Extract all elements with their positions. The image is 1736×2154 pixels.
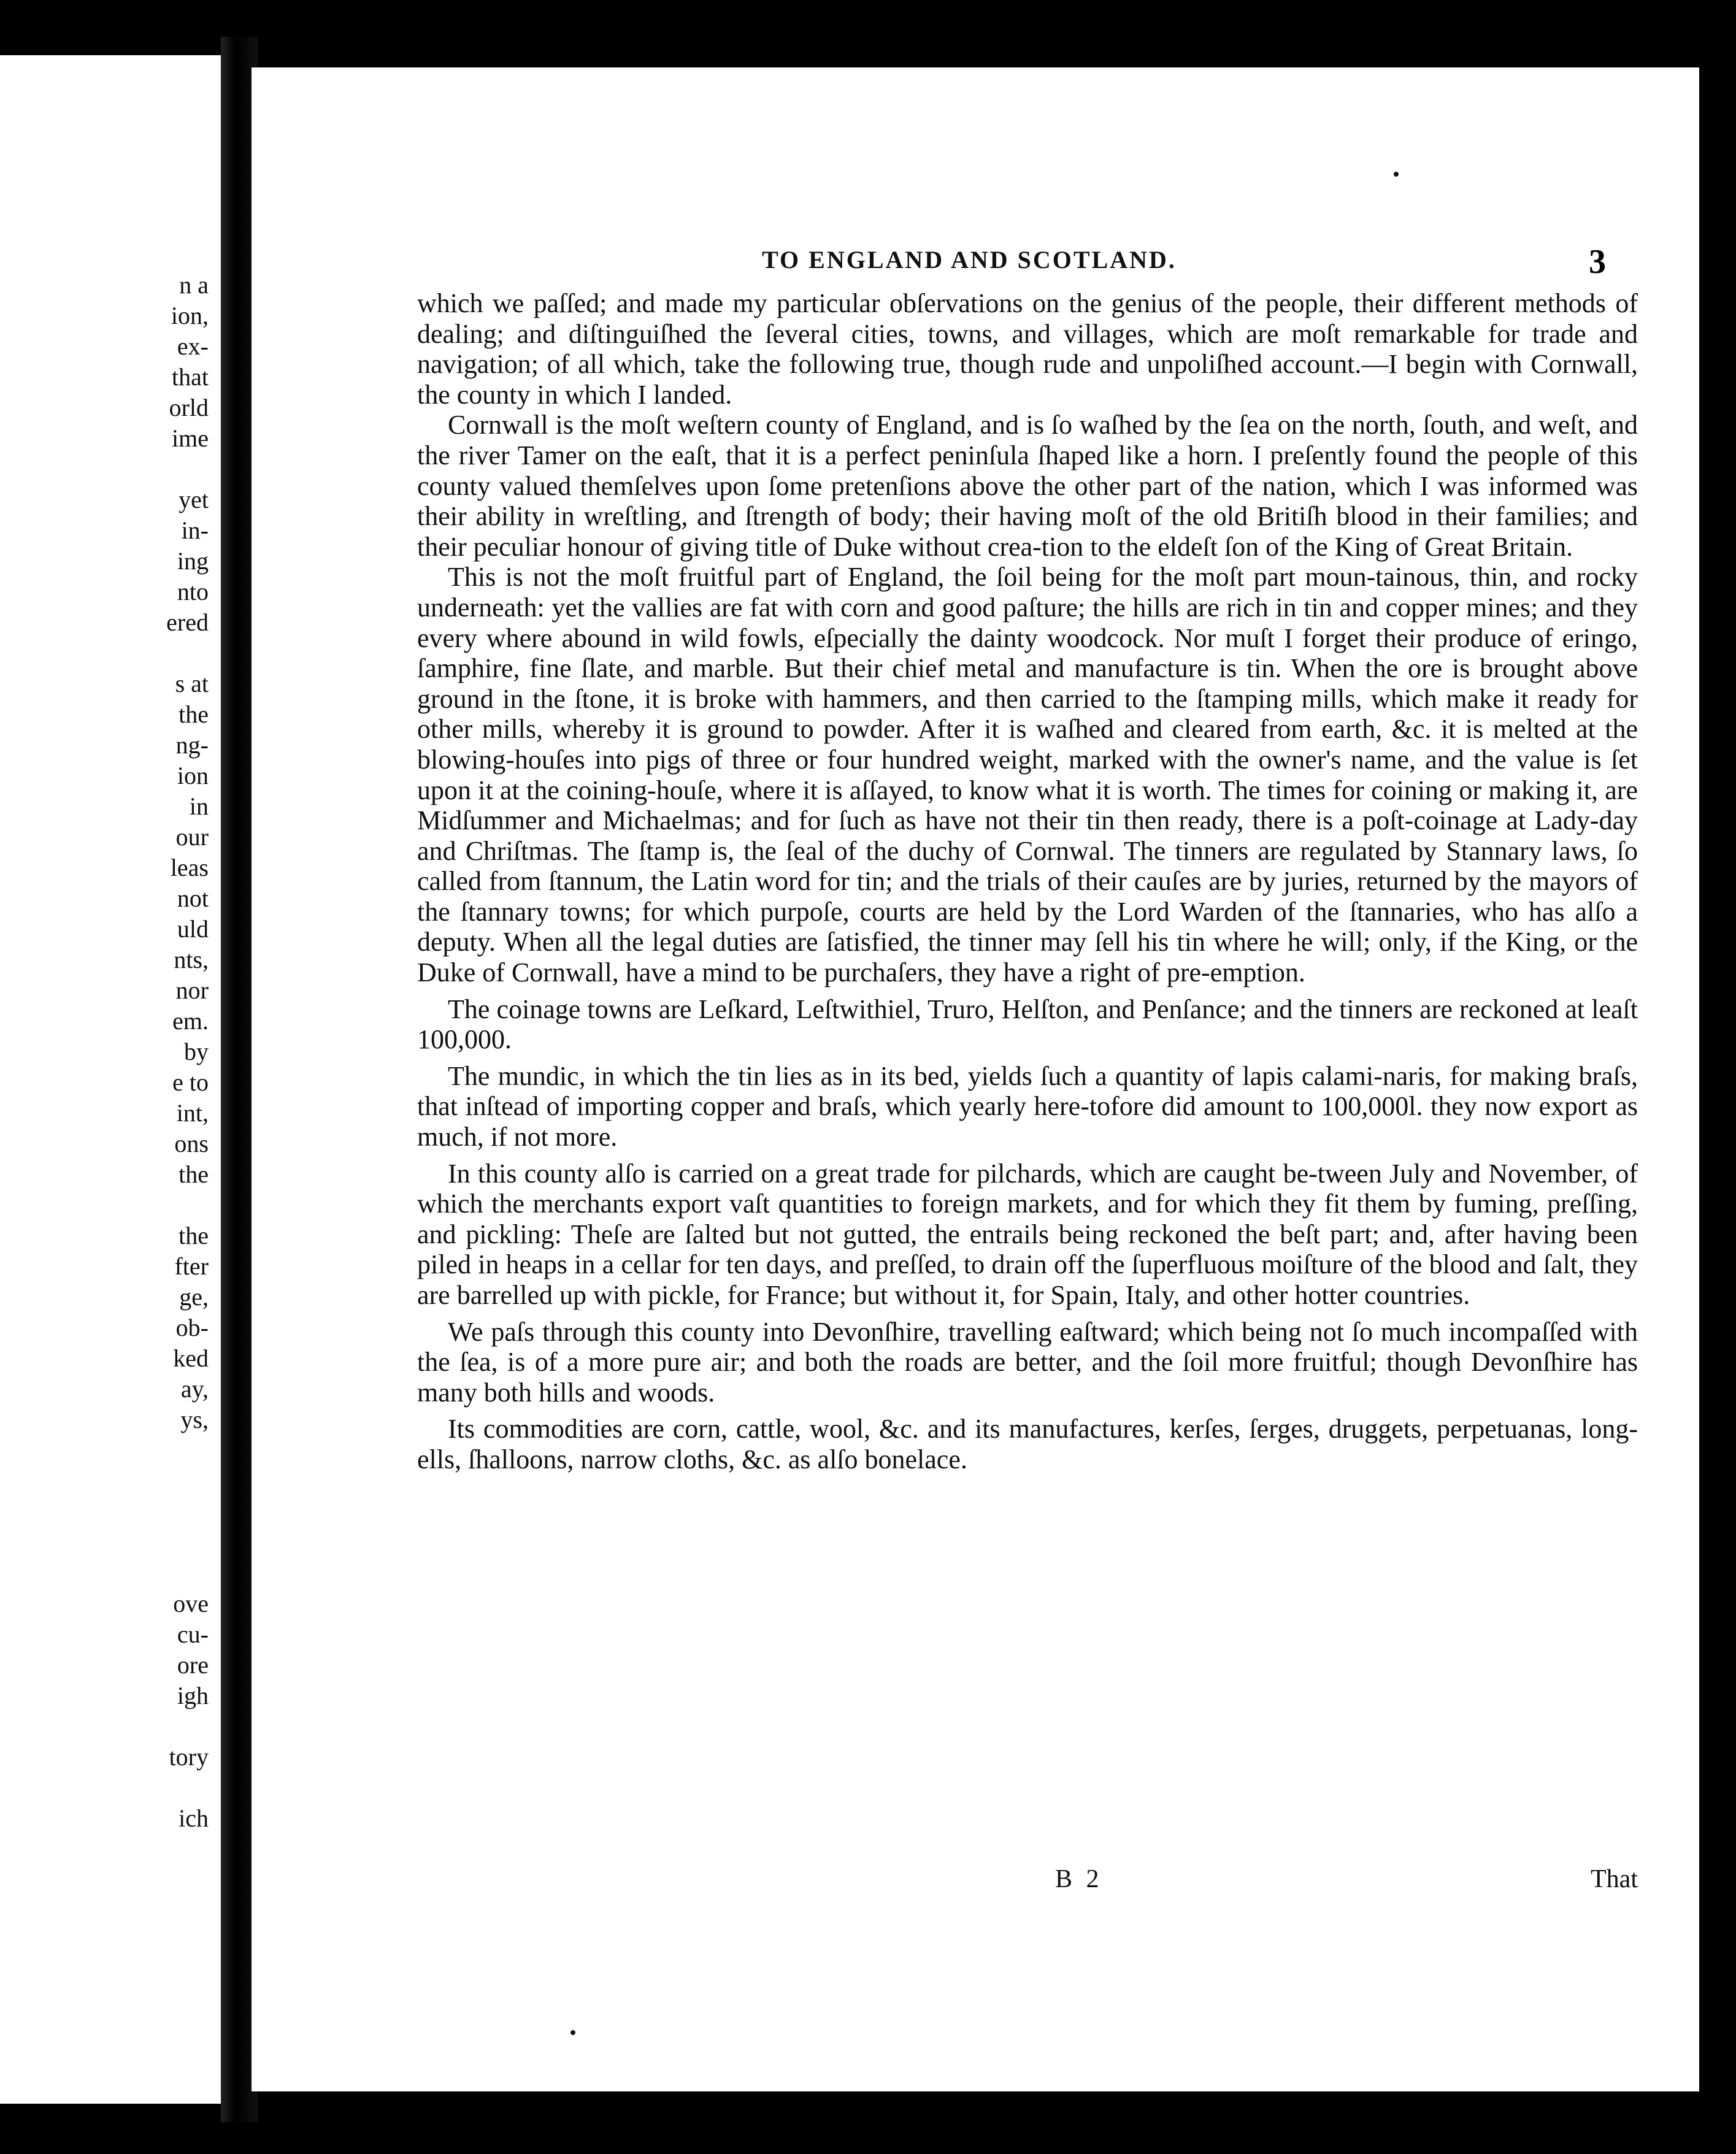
margin-fragment: ing — [177, 547, 209, 575]
margin-fragment: in- — [181, 516, 209, 544]
margin-fragment — [166, 1558, 209, 1589]
margin-fragment: cu- — [177, 1620, 209, 1648]
margin-fragment: igh — [177, 1682, 209, 1709]
margin-fragment — [166, 1711, 209, 1742]
margin-fragment: ion — [177, 762, 209, 789]
paragraph: This is not the moſt fruitful part of England, the ſoil being for the moſt part moun-tainous, thin, and rocky underneath: yet the vallies are fat with corn and good paſture; the hills are rich in tin and copper mines; and they every where abound in wild fowls, eſpecially the dainty woodcock. Nor muſt I forget their produce of eringo, ſamphire, fine ſlate, and marble. But their chief metal and manufacture is tin. When the ore is brought above ground in the ſtone, it is broke with hammers, and then carried to the ſtamping mills, which make it ready for other mills, whereby it is ground to powder. After it is waſhed and cleared from earth, &c. it is melted at the blowing-houſes into pigs of three or four hundred weight, marked with the owner's name, and the value is ſet upon it at the coining-houſe, where it is aſſayed, to know what it is worth. The times for coining or making it, are Midſummer and Michaelmas; and for ſuch as have not their tin then ready, there is a poſt-coinage at Lady-day and Chriſtmas. The ſtamp is, the ſeal of the duchy of Cornwal. The tinners are regulated by Stannary laws, ſo called from ſtannum, the Latin word for tin; and the trials of their cauſes are by juries, returned by the mayors of the ſtannary towns; for which purpoſe, courts are held by the Lord Warden of the ſtannaries, who has alſo a deputy. When all the legal duties are ſatisfied, the tinner may ſell his tin where he will; only, if the King, or the Duke of Cornwall, have a mind to be purchaſers, they have a right of pre-emption. — [417, 562, 1638, 988]
margin-fragment: the — [179, 1160, 209, 1188]
margin-fragment: not — [177, 884, 209, 912]
margin-fragment: ered — [166, 608, 209, 636]
margin-fragment — [166, 1466, 209, 1497]
margin-fragment: e to — [172, 1068, 209, 1096]
margin-fragment: ich — [179, 1804, 209, 1832]
paragraph: The mundic, in which the tin lies as in its bed, yields ſuch a quantity of lapis calami-naris, for making braſs, that inſtead of importing copper and braſs, which yearly here-tofore did amount to 100,000l. they now export as much, if not more. — [417, 1060, 1638, 1152]
margin-fragment: tory — [169, 1743, 209, 1771]
margin-fragment: nto — [177, 578, 209, 605]
paragraph: Cornwall is the moſt weſtern county of England, and is ſo waſhed by the ſea on the north, ſouth, and weſt, and the river Tamer on the eaſt, that it is a perfect peninſula ſhaped like a horn. I preſently found the people of this county valued themſelves upon ſome pretenſions above the other part of the nation, which I was informed was their ability in wreſtling, and ſtrength of body; their having moſt of the old Britiſh blood in their families; and their peculiar honour of giving title of Duke without crea-tion to the eldeſt ſon of the King of Great Britain. — [417, 410, 1638, 562]
margin-fragment: in — [189, 792, 209, 820]
paragraph: The coinage towns are Leſkard, Leſtwithiel, Truro, Helſton, and Penſance; and the tinners are reckoned at leaſt 100,000. — [417, 994, 1638, 1055]
facing-page-edge — [0, 55, 227, 2104]
margin-fragment: ime — [172, 424, 209, 452]
paragraph: Its commodities are corn, cattle, wool, &c. and its manufactures, kerſes, ſerges, druggets, perpetuanas, long-ells, ſhalloons, narrow cloths, &c. as alſo bonelace. — [417, 1414, 1638, 1474]
margin-fragment: n a — [179, 271, 209, 299]
margin-fragment: nor — [175, 976, 209, 1004]
catchword: That — [1591, 1865, 1638, 1893]
margin-fragment: our — [175, 823, 209, 851]
margin-fragment: uld — [177, 915, 209, 943]
paragraph: which we paſſed; and made my particular obſervations on the genius of the people, their different methods of dealing; and diſtinguiſhed the ſeveral cities, towns, and villages, which are moſt remarkable for trade and navigation; of all which, take the following true, though rude and unpoliſhed account.—I begin with Cornwall, the county in which I landed. — [417, 288, 1638, 410]
signature-mark: B 2 — [1055, 1865, 1103, 1893]
margin-fragment — [166, 1497, 209, 1527]
margin-fragment: the — [179, 700, 209, 728]
margin-fragment — [166, 1435, 209, 1466]
margin-fragment: by — [184, 1038, 209, 1065]
margin-fragment: ion, — [171, 302, 209, 329]
margin-fragment: ked — [173, 1344, 209, 1372]
margin-fragment: ore — [177, 1651, 209, 1679]
margin-fragment: ge, — [179, 1283, 209, 1311]
margin-fragment: that — [172, 363, 209, 391]
paragraph: In this county alſo is carried on a great trade for pilchards, which are caught be-tween July and November, of which the merchants export vaſt quantities to foreign markets, and for which they fit them by fuming, preſſing, and pickling: Theſe are ſalted but not gutted, the entrails being reckoned the beſt part; and, after having been piled in heaps in a cellar for ten days, and preſſed, to drain off the ſuperfluous moiſture of the blood and ſalt, they are barrelled up with pickle, for France; but without it, for Spain, Italy, and other hotter countries. — [417, 1158, 1638, 1310]
margin-fragment — [166, 1527, 209, 1558]
margin-fragment: ex- — [177, 332, 209, 360]
ink-speck — [570, 2030, 575, 2035]
margin-fragment: the — [179, 1222, 209, 1249]
margin-fragment — [166, 1773, 209, 1803]
margin-fragment: ay, — [180, 1375, 209, 1403]
book-page — [252, 67, 1736, 2091]
margin-fragment: s at — [175, 670, 209, 697]
scan-border-top — [0, 0, 1736, 37]
margin-fragment: ove — [173, 1590, 209, 1617]
margin-fragment — [166, 1190, 209, 1221]
margin-fragment: fter — [174, 1252, 209, 1280]
ink-speck — [1394, 172, 1399, 177]
margin-fragment: leas — [170, 854, 209, 881]
facing-page-text-fragments — [166, 270, 209, 1834]
margin-fragment — [166, 638, 209, 669]
page-number: 3 — [1589, 243, 1606, 281]
margin-fragment: int, — [176, 1099, 209, 1127]
paragraph: We paſs through this county into Devonſhire, travelling eaſtward; which being not ſo much incompaſſed with the ſea, is of a more pure air; and both the roads are better, and the ſoil more fruitful; though Devonſhire has many both hills and woods. — [417, 1316, 1638, 1408]
margin-fragment: ob- — [175, 1314, 209, 1341]
margin-fragment: ys, — [180, 1406, 209, 1433]
margin-fragment: ons — [174, 1130, 209, 1157]
running-head: TO ENGLAND AND SCOTLAND. — [762, 246, 1177, 274]
margin-fragment: ng- — [175, 731, 209, 759]
margin-fragment — [166, 454, 209, 485]
margin-fragment: orld — [169, 394, 209, 421]
margin-fragment: nts, — [174, 946, 209, 973]
body-text — [417, 288, 1638, 1475]
margin-fragment: em. — [172, 1007, 209, 1035]
margin-fragment: yet — [179, 486, 209, 513]
